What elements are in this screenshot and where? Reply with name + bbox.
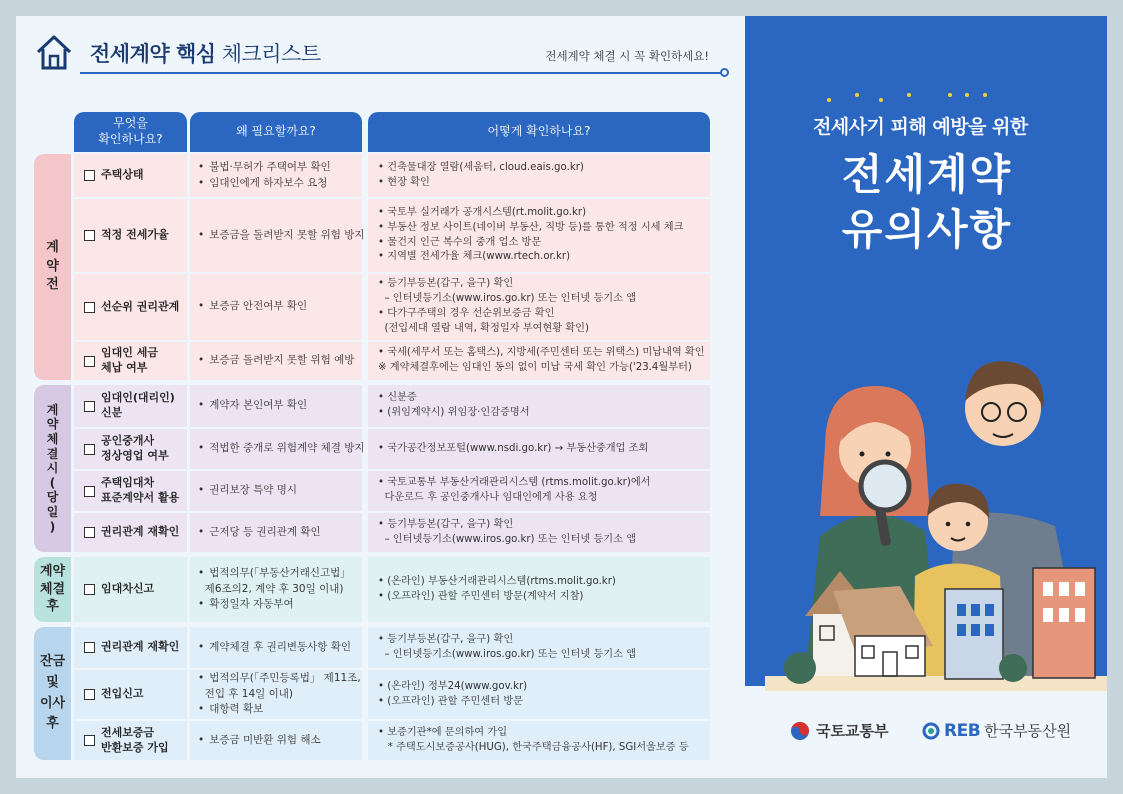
reason-cell bbox=[190, 429, 365, 469]
reason-text: • 보증금을 돌려받지 못할 위험 방지 bbox=[198, 228, 365, 244]
check-item[interactable] bbox=[84, 726, 169, 756]
method-list bbox=[378, 680, 527, 710]
group-contract-day: 계 약 체 결 시 ( 당 일 ) bbox=[34, 385, 71, 552]
column-header-what: 무엇을 확인하나요? bbox=[74, 112, 187, 152]
poster-title-line1: 전세계약 bbox=[841, 150, 1013, 199]
method-text: • 다가구주택의 경우 선순위보증금 확인 bbox=[378, 308, 555, 319]
checkbox[interactable] bbox=[84, 230, 95, 241]
check-item[interactable] bbox=[84, 391, 175, 421]
method-list bbox=[378, 346, 705, 376]
method-text: • 등기부등본(갑구, 을구) 확인 bbox=[378, 633, 514, 645]
group-before-contract: 계 약 전 bbox=[34, 154, 71, 380]
method-cell bbox=[368, 557, 710, 622]
reason-text: • 보증금 돌려받지 못할 위험 예방 bbox=[198, 353, 354, 369]
method-cell bbox=[368, 154, 710, 197]
method-text: • 신분증 bbox=[378, 392, 417, 404]
check-item-label: 적정 전세가율 bbox=[101, 228, 169, 242]
reason-text: • 계약체결 후 권리변동사항 확인 bbox=[198, 640, 351, 656]
check-item[interactable] bbox=[84, 228, 169, 243]
method-list bbox=[378, 277, 636, 336]
reason-text: • 대항력 확보 bbox=[198, 702, 361, 718]
method-text: – 인터넷등기소(www.iros.go.kr) 또는 인터넷 등기소 앱 bbox=[378, 293, 637, 305]
reason-list bbox=[198, 566, 351, 613]
house-icon bbox=[34, 32, 74, 72]
reason-cell bbox=[190, 154, 362, 197]
poster-title bbox=[807, 148, 1047, 257]
group-after-moving: 잔금 및 이사 후 bbox=[34, 627, 71, 760]
reason-text: • 적법한 중개로 위험계약 체결 방지 bbox=[198, 441, 365, 457]
table-row bbox=[74, 199, 710, 272]
reb-logo bbox=[922, 720, 1071, 741]
method-text: • 현장 확인 bbox=[378, 176, 430, 188]
reason-text: • 근저당 등 권리관계 확인 bbox=[198, 525, 321, 541]
reason-text: • 보증금 안전여부 확인 bbox=[198, 299, 307, 315]
check-item[interactable] bbox=[84, 346, 158, 376]
check-item[interactable] bbox=[84, 525, 179, 540]
reason-text: 전입 후 14일 이내) bbox=[198, 687, 294, 700]
check-item[interactable] bbox=[84, 640, 179, 655]
check-item-label: 권리관계 재확인 bbox=[101, 525, 180, 539]
poster-title-line2: 유의사항 bbox=[841, 204, 1013, 254]
reason-list bbox=[198, 299, 307, 315]
check-item-cell bbox=[74, 721, 187, 760]
table-row bbox=[74, 557, 710, 622]
check-item[interactable] bbox=[84, 300, 179, 315]
method-list bbox=[378, 442, 648, 457]
check-item-cell bbox=[74, 471, 187, 511]
reason-cell bbox=[190, 513, 362, 552]
method-text: • 물건지 인근 복수의 중개 업소 방문 bbox=[378, 236, 542, 248]
method-text: – 인터넷등기소(www.iros.go.kr) 또는 인터넷 등기소 앱 bbox=[378, 533, 637, 545]
method-list bbox=[378, 633, 636, 663]
column-header-how: 어떻게 확인하나요? bbox=[368, 112, 710, 152]
check-item-label: 선순위 권리관계 bbox=[101, 299, 180, 313]
reason-list bbox=[198, 353, 354, 369]
ministry-name: 국토교통부 bbox=[816, 722, 889, 740]
check-item-cell bbox=[74, 627, 187, 668]
check-item[interactable] bbox=[84, 168, 144, 183]
reason-list bbox=[198, 640, 351, 656]
reason-cell bbox=[190, 471, 362, 511]
method-text: • (위임계약시) 위임장·인감증명서 bbox=[378, 407, 530, 418]
method-text: • 부동산 정보 사이트(네이버 부동산, 직방 등)를 통한 적정 시세 체크 bbox=[378, 221, 684, 233]
method-text: (전입세대 열람 내역, 확정일자 부여현황 확인) bbox=[378, 322, 589, 334]
method-cell bbox=[368, 471, 710, 511]
method-cell bbox=[368, 627, 710, 668]
taegeuk-icon bbox=[790, 721, 810, 741]
reb-name: 한국부동산원 bbox=[984, 722, 1072, 740]
table-row bbox=[74, 471, 710, 511]
method-text: • 건축물대장 열람(세움터, cloud.eais.go.kr) bbox=[378, 161, 584, 173]
method-cell bbox=[368, 429, 710, 469]
check-item-label: 공인중개사 정상영업 여부 bbox=[101, 434, 169, 462]
reb-mark-icon bbox=[922, 722, 940, 740]
reason-list bbox=[198, 160, 331, 192]
family-illustration bbox=[765, 346, 1107, 691]
method-text: • (오프라인) 관할 주민센터 방문 bbox=[378, 695, 524, 707]
method-text: ※ 계약체결후에는 임대인 동의 없이 미납 국세 확인 가능('23.4월부터) bbox=[378, 362, 692, 373]
reason-cell bbox=[190, 385, 362, 427]
table-row bbox=[74, 670, 710, 719]
method-cell bbox=[368, 513, 710, 552]
method-list bbox=[378, 726, 689, 756]
method-text: – 인터넷등기소(www.iros.go.kr) 또는 인터넷 등기소 앱 bbox=[378, 648, 637, 660]
reason-cell bbox=[190, 721, 362, 760]
method-text: • 국토부 실거래가 공개시스템(rt.molit.go.kr) bbox=[378, 206, 587, 218]
method-list bbox=[378, 391, 530, 421]
check-item-label: 주택임대차 표준계약서 활용 bbox=[101, 476, 180, 504]
table-row bbox=[74, 429, 710, 469]
reason-list bbox=[198, 671, 361, 718]
method-text: 다운로드 후 공인중개사나 임대인에게 사용 요청 bbox=[378, 492, 598, 503]
method-text: • 국토교통부 부동산거래관리시스템 (rtms.molit.go.kr)에서 bbox=[378, 477, 651, 489]
check-item-label: 권리관계 재확인 bbox=[101, 640, 180, 654]
reason-text: • 확정일자 자동부여 bbox=[198, 597, 351, 613]
checklist-subtitle: 전세계약 체결 시 꼭 확인하세요! bbox=[545, 49, 709, 63]
reason-list bbox=[198, 525, 321, 541]
reason-list bbox=[198, 733, 321, 749]
method-list bbox=[378, 476, 651, 506]
method-cell bbox=[368, 670, 710, 719]
reason-text: • 법적의무(「주민등록법」 제11조, bbox=[198, 671, 361, 687]
check-item[interactable] bbox=[84, 434, 169, 464]
reason-list bbox=[198, 483, 297, 499]
reason-cell bbox=[190, 342, 362, 380]
checkbox[interactable] bbox=[84, 444, 95, 455]
group-after-contract: 계약 체결 후 bbox=[34, 557, 71, 622]
method-cell bbox=[368, 199, 710, 272]
check-item-label: 임대인(대리인) 신분 bbox=[101, 391, 175, 419]
checklist-title bbox=[90, 38, 321, 68]
reason-cell bbox=[190, 670, 362, 719]
reason-list bbox=[198, 441, 365, 457]
reason-text: • 불법·무허가 주택여부 확인 bbox=[198, 160, 331, 176]
table-row bbox=[74, 274, 710, 340]
check-item-label: 임대차신고 bbox=[101, 582, 155, 596]
checkbox[interactable] bbox=[84, 302, 95, 313]
title-light: 체크리스트 bbox=[215, 42, 321, 66]
checkbox[interactable] bbox=[84, 642, 95, 653]
method-cell bbox=[368, 342, 710, 380]
method-text: • 지역별 전세가율 체크(www.rtech.or.kr) bbox=[378, 251, 571, 263]
method-text: • (온라인) 정부24(www.gov.kr) bbox=[378, 680, 528, 692]
method-cell bbox=[368, 385, 710, 427]
reason-list bbox=[198, 228, 365, 244]
checkbox[interactable] bbox=[84, 584, 95, 595]
check-item-cell bbox=[74, 670, 187, 719]
reason-cell bbox=[190, 274, 362, 340]
table-row bbox=[74, 385, 710, 427]
checkbox[interactable] bbox=[84, 735, 95, 746]
reason-text: • 보증금 미반환 위험 해소 bbox=[198, 733, 321, 749]
header-rule bbox=[80, 72, 722, 74]
method-list bbox=[378, 575, 616, 605]
checkbox[interactable] bbox=[84, 486, 95, 497]
reason-text: • 권리보장 특약 명시 bbox=[198, 483, 297, 499]
reason-text: 제6조의2, 계약 후 30일 이내) bbox=[198, 582, 344, 595]
checkbox[interactable] bbox=[84, 170, 95, 181]
method-text: • 등기부등본(갑구, 을구) 확인 bbox=[378, 518, 514, 530]
ministry-logo bbox=[790, 720, 888, 741]
table-row bbox=[74, 513, 710, 552]
method-text: * 주택도시보증공사(HUG), 한국주택금융공사(HF), SGI서울보증 등 bbox=[378, 741, 689, 753]
poster-panel bbox=[745, 16, 1107, 778]
logos bbox=[790, 720, 1090, 750]
check-item-cell bbox=[74, 557, 187, 622]
check-item-cell bbox=[74, 513, 187, 552]
method-text: • 국가공간정보포털(www.nsdi.go.kr) → 부동산중개업 조회 bbox=[378, 442, 649, 454]
checkbox[interactable] bbox=[84, 356, 95, 367]
table-row bbox=[74, 342, 710, 380]
table-row bbox=[74, 721, 710, 760]
check-item-cell bbox=[74, 385, 187, 427]
check-item[interactable] bbox=[84, 582, 154, 597]
method-text: • (오프라인) 관할 주민센터 방문(계약서 지참) bbox=[378, 590, 584, 602]
method-text: • (온라인) 부동산거래관리시스템(rtms.molit.go.kr) bbox=[378, 575, 616, 587]
table-row bbox=[74, 154, 710, 197]
check-item-label: 전세보증금 반환보증 가입 bbox=[101, 725, 169, 754]
title-bold: 전세계약 핵심 bbox=[90, 42, 216, 66]
method-cell bbox=[368, 721, 710, 760]
check-item-label: 전입신고 bbox=[101, 687, 144, 701]
reason-text: • 계약자 본인여부 확인 bbox=[198, 398, 307, 414]
check-item-cell bbox=[74, 274, 187, 340]
checkbox[interactable] bbox=[84, 689, 95, 700]
column-header-why: 왜 필요할까요? bbox=[190, 112, 362, 152]
check-item-cell bbox=[74, 429, 187, 469]
check-item-cell bbox=[74, 154, 187, 197]
table-row bbox=[74, 627, 710, 668]
reason-text: • 임대인에게 하자보수 요청 bbox=[198, 176, 331, 192]
checkbox[interactable] bbox=[84, 527, 95, 538]
check-item-label: 주택상태 bbox=[101, 168, 144, 182]
method-text: • 국세(세무서 또는 홈택스), 지방세(주민센터 또는 위택스) 미납내역 확인 bbox=[378, 347, 705, 359]
check-item[interactable] bbox=[84, 476, 179, 506]
check-item-label: 임대인 세금 체납 여부 bbox=[101, 346, 158, 374]
check-item-cell bbox=[74, 199, 187, 272]
poster-tagline: 전세사기 피해 예방을 위한 bbox=[813, 116, 1028, 138]
method-text: • 보증기관*에 문의하여 가입 bbox=[378, 726, 508, 738]
check-item-cell bbox=[74, 342, 187, 380]
method-list bbox=[378, 518, 636, 548]
check-item[interactable] bbox=[84, 687, 144, 702]
method-cell bbox=[368, 274, 710, 340]
reason-text: • 법적의무(「부동산거래신고법」 bbox=[198, 566, 351, 582]
checkbox[interactable] bbox=[84, 401, 95, 412]
header-rule-end bbox=[720, 68, 729, 77]
reason-list bbox=[198, 398, 307, 414]
reason-cell bbox=[190, 557, 362, 622]
reason-cell bbox=[190, 627, 362, 668]
method-text: • 등기부등본(갑구, 을구) 확인 bbox=[378, 278, 514, 290]
reb-mark: REB bbox=[944, 720, 981, 741]
reason-cell bbox=[190, 199, 365, 272]
checklist-header bbox=[34, 30, 729, 88]
method-list bbox=[378, 206, 683, 265]
method-list bbox=[378, 161, 584, 191]
